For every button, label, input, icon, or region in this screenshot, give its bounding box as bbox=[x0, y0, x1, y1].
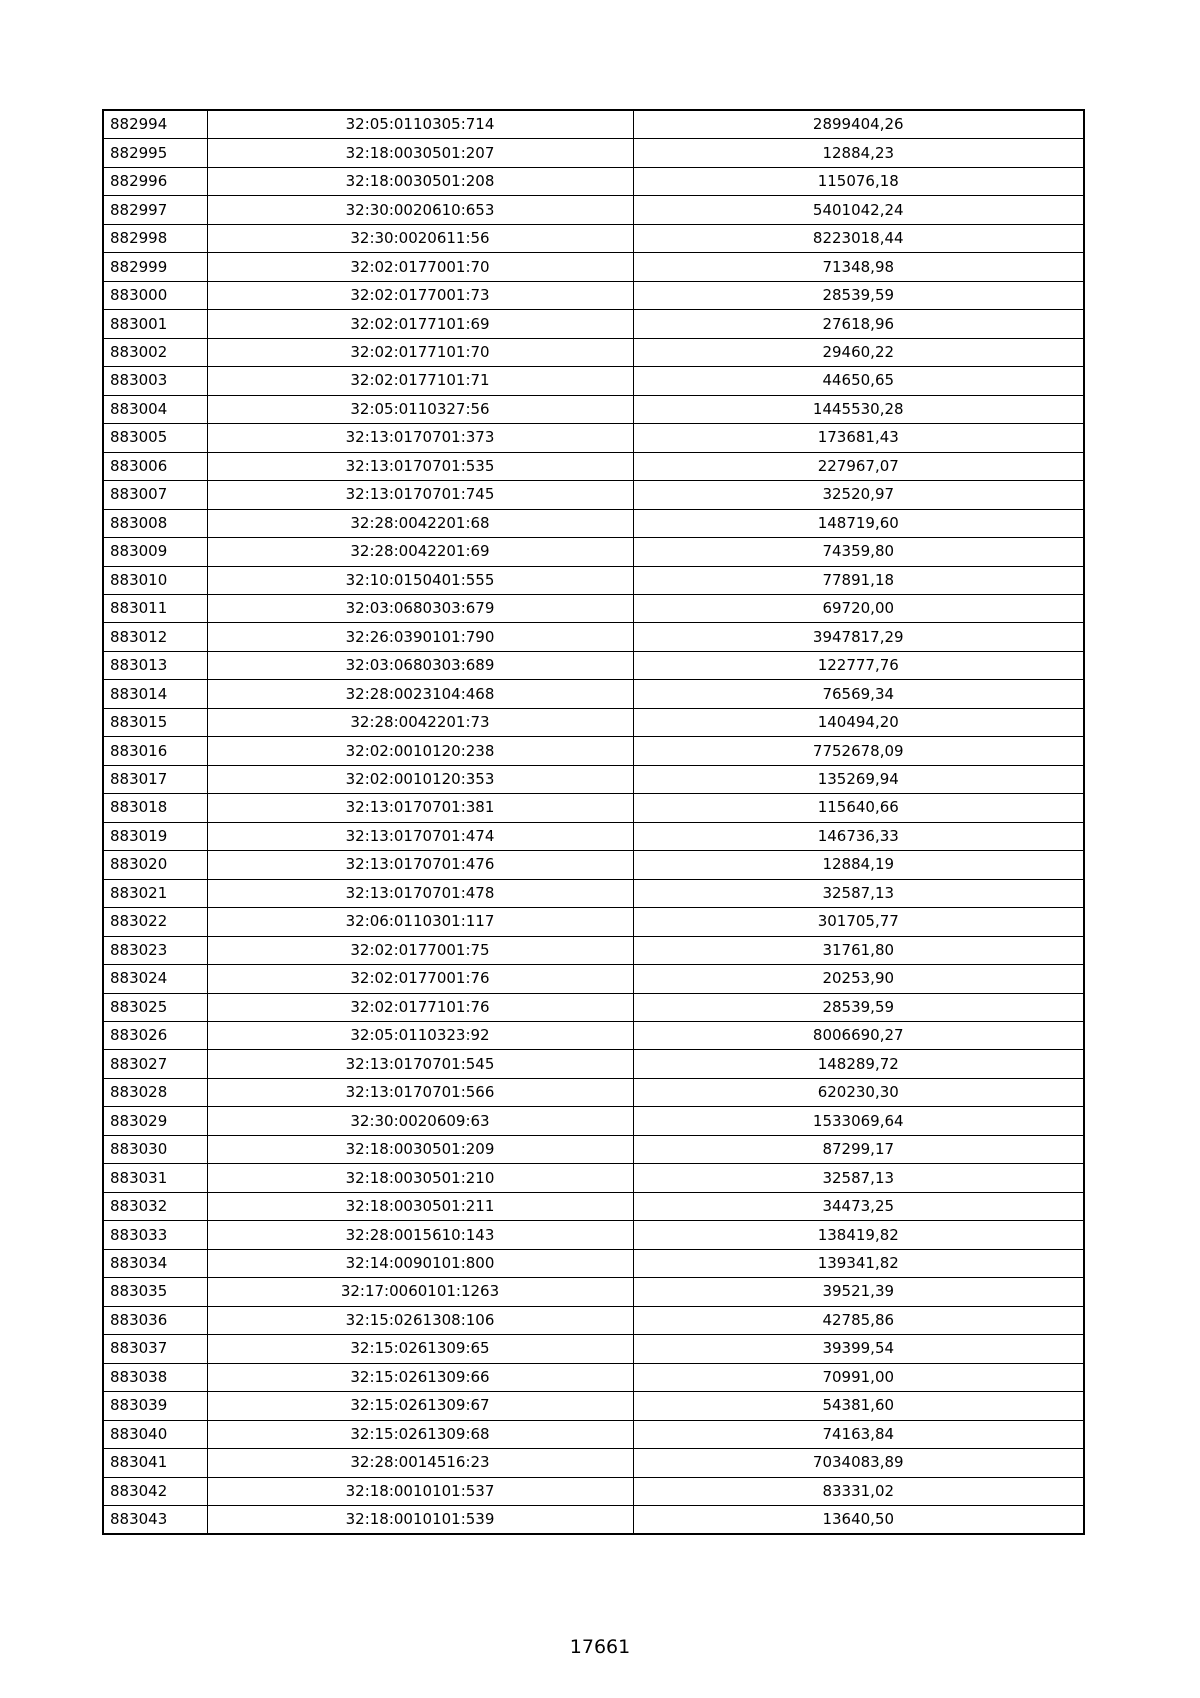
cadastral-number-cell: 32:02:0177101:71 bbox=[207, 367, 633, 395]
table-row bbox=[103, 139, 1084, 167]
table-row bbox=[103, 623, 1084, 651]
table-row bbox=[103, 1420, 1084, 1448]
cadastral-number-cell: 32:13:0170701:381 bbox=[207, 794, 633, 822]
row-number-cell: 883011 bbox=[103, 594, 207, 622]
value-cell: 173681,43 bbox=[633, 424, 1084, 452]
value-cell: 12884,23 bbox=[633, 139, 1084, 167]
cadastral-number-cell: 32:18:0030501:207 bbox=[207, 139, 633, 167]
table-row bbox=[103, 908, 1084, 936]
cadastral-number-cell: 32:15:0261308:106 bbox=[207, 1306, 633, 1334]
row-number-cell: 883000 bbox=[103, 281, 207, 309]
value-cell: 31761,80 bbox=[633, 936, 1084, 964]
table-row bbox=[103, 538, 1084, 566]
value-cell: 115640,66 bbox=[633, 794, 1084, 822]
value-cell: 7034083,89 bbox=[633, 1449, 1084, 1477]
cadastral-number-cell: 32:30:0020611:56 bbox=[207, 224, 633, 252]
cadastral-number-cell: 32:02:0177101:69 bbox=[207, 310, 633, 338]
value-cell: 227967,07 bbox=[633, 452, 1084, 480]
table-row bbox=[103, 1392, 1084, 1420]
cadastral-number-cell: 32:18:0030501:208 bbox=[207, 167, 633, 195]
value-cell: 32520,97 bbox=[633, 481, 1084, 509]
value-cell: 135269,94 bbox=[633, 765, 1084, 793]
table-row bbox=[103, 936, 1084, 964]
table-row bbox=[103, 338, 1084, 366]
cadastral-number-cell: 32:13:0170701:373 bbox=[207, 424, 633, 452]
cadastral-number-cell: 32:30:0020609:63 bbox=[207, 1107, 633, 1135]
cadastral-number-cell: 32:02:0177001:75 bbox=[207, 936, 633, 964]
row-number-cell: 883037 bbox=[103, 1335, 207, 1363]
row-number-cell: 883012 bbox=[103, 623, 207, 651]
row-number-cell: 883033 bbox=[103, 1221, 207, 1249]
value-cell: 44650,65 bbox=[633, 367, 1084, 395]
cadastral-number-cell: 32:02:0177001:70 bbox=[207, 253, 633, 281]
value-cell: 74163,84 bbox=[633, 1420, 1084, 1448]
row-number-cell: 883028 bbox=[103, 1078, 207, 1106]
value-cell: 74359,80 bbox=[633, 538, 1084, 566]
row-number-cell: 883025 bbox=[103, 993, 207, 1021]
value-cell: 77891,18 bbox=[633, 566, 1084, 594]
row-number-cell: 883034 bbox=[103, 1249, 207, 1277]
table-row bbox=[103, 594, 1084, 622]
cadastral-number-cell: 32:03:0680303:689 bbox=[207, 651, 633, 679]
row-number-cell: 883035 bbox=[103, 1278, 207, 1306]
value-cell: 54381,60 bbox=[633, 1392, 1084, 1420]
cadastral-number-cell: 32:14:0090101:800 bbox=[207, 1249, 633, 1277]
table-row bbox=[103, 1278, 1084, 1306]
cadastral-number-cell: 32:18:0030501:209 bbox=[207, 1135, 633, 1163]
value-cell: 122777,76 bbox=[633, 651, 1084, 679]
table-row bbox=[103, 281, 1084, 309]
value-cell: 138419,82 bbox=[633, 1221, 1084, 1249]
cadastral-number-cell: 32:28:0015610:143 bbox=[207, 1221, 633, 1249]
value-cell: 1533069,64 bbox=[633, 1107, 1084, 1135]
value-cell: 42785,86 bbox=[633, 1306, 1084, 1334]
row-number-cell: 883014 bbox=[103, 680, 207, 708]
value-cell: 39399,54 bbox=[633, 1335, 1084, 1363]
table-row bbox=[103, 253, 1084, 281]
table-row bbox=[103, 509, 1084, 537]
table-row bbox=[103, 1505, 1084, 1534]
row-number-cell: 883030 bbox=[103, 1135, 207, 1163]
value-cell: 76569,34 bbox=[633, 680, 1084, 708]
row-number-cell: 883023 bbox=[103, 936, 207, 964]
value-cell: 1445530,28 bbox=[633, 395, 1084, 423]
cadastral-number-cell: 32:05:0110327:56 bbox=[207, 395, 633, 423]
value-cell: 148719,60 bbox=[633, 509, 1084, 537]
row-number-cell: 883015 bbox=[103, 708, 207, 736]
cadastral-number-cell: 32:15:0261309:68 bbox=[207, 1420, 633, 1448]
value-cell: 83331,02 bbox=[633, 1477, 1084, 1505]
table-row bbox=[103, 851, 1084, 879]
row-number-cell: 882994 bbox=[103, 110, 207, 139]
cadastral-number-cell: 32:05:0110305:714 bbox=[207, 110, 633, 139]
cadastral-number-cell: 32:30:0020610:653 bbox=[207, 196, 633, 224]
table-row bbox=[103, 367, 1084, 395]
row-number-cell: 883017 bbox=[103, 765, 207, 793]
row-number-cell: 883027 bbox=[103, 1050, 207, 1078]
row-number-cell: 882995 bbox=[103, 139, 207, 167]
row-number-cell: 883020 bbox=[103, 851, 207, 879]
table-row bbox=[103, 765, 1084, 793]
row-number-cell: 883009 bbox=[103, 538, 207, 566]
table-row bbox=[103, 1363, 1084, 1391]
row-number-cell: 882998 bbox=[103, 224, 207, 252]
value-cell: 12884,19 bbox=[633, 851, 1084, 879]
row-number-cell: 883010 bbox=[103, 566, 207, 594]
value-cell: 71348,98 bbox=[633, 253, 1084, 281]
cadastral-number-cell: 32:13:0170701:476 bbox=[207, 851, 633, 879]
row-number-cell: 883013 bbox=[103, 651, 207, 679]
row-number-cell: 883043 bbox=[103, 1505, 207, 1534]
value-cell: 140494,20 bbox=[633, 708, 1084, 736]
row-number-cell: 883002 bbox=[103, 338, 207, 366]
table-row bbox=[103, 481, 1084, 509]
cadastral-number-cell: 32:28:0042201:73 bbox=[207, 708, 633, 736]
row-number-cell: 883039 bbox=[103, 1392, 207, 1420]
cadastral-number-cell: 32:18:0010101:539 bbox=[207, 1505, 633, 1534]
table-row bbox=[103, 110, 1084, 139]
row-number-cell: 883006 bbox=[103, 452, 207, 480]
value-cell: 34473,25 bbox=[633, 1192, 1084, 1220]
cadastral-number-cell: 32:05:0110323:92 bbox=[207, 1022, 633, 1050]
row-number-cell: 883016 bbox=[103, 737, 207, 765]
value-cell: 148289,72 bbox=[633, 1050, 1084, 1078]
cadastral-number-cell: 32:28:0042201:68 bbox=[207, 509, 633, 537]
table-row bbox=[103, 1022, 1084, 1050]
value-cell: 29460,22 bbox=[633, 338, 1084, 366]
row-number-cell: 882996 bbox=[103, 167, 207, 195]
cadastral-number-cell: 32:13:0170701:535 bbox=[207, 452, 633, 480]
cadastral-number-cell: 32:18:0030501:211 bbox=[207, 1192, 633, 1220]
table-row bbox=[103, 680, 1084, 708]
table-row bbox=[103, 1249, 1084, 1277]
table-row bbox=[103, 794, 1084, 822]
row-number-cell: 882997 bbox=[103, 196, 207, 224]
value-cell: 5401042,24 bbox=[633, 196, 1084, 224]
table-row bbox=[103, 822, 1084, 850]
row-number-cell: 883026 bbox=[103, 1022, 207, 1050]
cadastral-value-table bbox=[102, 109, 1085, 1535]
table-row bbox=[103, 737, 1084, 765]
cadastral-number-cell: 32:10:0150401:555 bbox=[207, 566, 633, 594]
value-cell: 146736,33 bbox=[633, 822, 1084, 850]
cadastral-number-cell: 32:13:0170701:545 bbox=[207, 1050, 633, 1078]
table-row bbox=[103, 1192, 1084, 1220]
row-number-cell: 883042 bbox=[103, 1477, 207, 1505]
value-cell: 32587,13 bbox=[633, 879, 1084, 907]
table-row bbox=[103, 1107, 1084, 1135]
row-number-cell: 883005 bbox=[103, 424, 207, 452]
value-cell: 8006690,27 bbox=[633, 1022, 1084, 1050]
value-cell: 2899404,26 bbox=[633, 110, 1084, 139]
row-number-cell: 883001 bbox=[103, 310, 207, 338]
row-number-cell: 883032 bbox=[103, 1192, 207, 1220]
table-row bbox=[103, 1477, 1084, 1505]
row-number-cell: 883004 bbox=[103, 395, 207, 423]
cadastral-number-cell: 32:02:0010120:353 bbox=[207, 765, 633, 793]
table-row bbox=[103, 993, 1084, 1021]
row-number-cell: 883007 bbox=[103, 481, 207, 509]
row-number-cell: 883019 bbox=[103, 822, 207, 850]
value-cell: 3947817,29 bbox=[633, 623, 1084, 651]
value-cell: 139341,82 bbox=[633, 1249, 1084, 1277]
value-cell: 27618,96 bbox=[633, 310, 1084, 338]
cadastral-number-cell: 32:13:0170701:745 bbox=[207, 481, 633, 509]
row-number-cell: 883029 bbox=[103, 1107, 207, 1135]
cadastral-number-cell: 32:02:0177101:76 bbox=[207, 993, 633, 1021]
value-cell: 87299,17 bbox=[633, 1135, 1084, 1163]
cadastral-number-cell: 32:13:0170701:474 bbox=[207, 822, 633, 850]
value-cell: 8223018,44 bbox=[633, 224, 1084, 252]
cadastral-number-cell: 32:18:0010101:537 bbox=[207, 1477, 633, 1505]
row-number-cell: 883021 bbox=[103, 879, 207, 907]
value-cell: 28539,59 bbox=[633, 993, 1084, 1021]
value-cell: 32587,13 bbox=[633, 1164, 1084, 1192]
value-cell: 13640,50 bbox=[633, 1505, 1084, 1534]
value-cell: 28539,59 bbox=[633, 281, 1084, 309]
table-row bbox=[103, 395, 1084, 423]
table-row bbox=[103, 224, 1084, 252]
value-cell: 39521,39 bbox=[633, 1278, 1084, 1306]
row-number-cell: 883003 bbox=[103, 367, 207, 395]
table-row bbox=[103, 1306, 1084, 1334]
row-number-cell: 883040 bbox=[103, 1420, 207, 1448]
row-number-cell: 883041 bbox=[103, 1449, 207, 1477]
value-cell: 620230,30 bbox=[633, 1078, 1084, 1106]
cadastral-number-cell: 32:28:0014516:23 bbox=[207, 1449, 633, 1477]
table-row bbox=[103, 1078, 1084, 1106]
table-row bbox=[103, 424, 1084, 452]
cadastral-number-cell: 32:13:0170701:478 bbox=[207, 879, 633, 907]
value-cell: 115076,18 bbox=[633, 167, 1084, 195]
row-number-cell: 882999 bbox=[103, 253, 207, 281]
table-row bbox=[103, 1449, 1084, 1477]
cadastral-number-cell: 32:15:0261309:65 bbox=[207, 1335, 633, 1363]
table-row bbox=[103, 1164, 1084, 1192]
row-number-cell: 883018 bbox=[103, 794, 207, 822]
table-body bbox=[103, 110, 1084, 1534]
table-row bbox=[103, 879, 1084, 907]
cadastral-number-cell: 32:15:0261309:66 bbox=[207, 1363, 633, 1391]
table-row bbox=[103, 1050, 1084, 1078]
cadastral-number-cell: 32:02:0177001:76 bbox=[207, 965, 633, 993]
table-row bbox=[103, 566, 1084, 594]
value-cell: 70991,00 bbox=[633, 1363, 1084, 1391]
row-number-cell: 883022 bbox=[103, 908, 207, 936]
cadastral-number-cell: 32:06:0110301:117 bbox=[207, 908, 633, 936]
table-row bbox=[103, 1221, 1084, 1249]
value-cell: 20253,90 bbox=[633, 965, 1084, 993]
value-cell: 7752678,09 bbox=[633, 737, 1084, 765]
value-cell: 301705,77 bbox=[633, 908, 1084, 936]
cadastral-number-cell: 32:03:0680303:679 bbox=[207, 594, 633, 622]
cadastral-number-cell: 32:02:0177001:73 bbox=[207, 281, 633, 309]
value-cell: 69720,00 bbox=[633, 594, 1084, 622]
cadastral-number-cell: 32:15:0261309:67 bbox=[207, 1392, 633, 1420]
cadastral-number-cell: 32:02:0177101:70 bbox=[207, 338, 633, 366]
table-row bbox=[103, 1135, 1084, 1163]
table-row bbox=[103, 196, 1084, 224]
row-number-cell: 883008 bbox=[103, 509, 207, 537]
table-row bbox=[103, 1335, 1084, 1363]
page-number: 17661 bbox=[569, 1636, 631, 1658]
cadastral-number-cell: 32:02:0010120:238 bbox=[207, 737, 633, 765]
cadastral-number-cell: 32:17:0060101:1263 bbox=[207, 1278, 633, 1306]
table-row bbox=[103, 167, 1084, 195]
row-number-cell: 883038 bbox=[103, 1363, 207, 1391]
table-row bbox=[103, 452, 1084, 480]
cadastral-number-cell: 32:28:0042201:69 bbox=[207, 538, 633, 566]
table-row bbox=[103, 965, 1084, 993]
row-number-cell: 883031 bbox=[103, 1164, 207, 1192]
table-row bbox=[103, 708, 1084, 736]
row-number-cell: 883024 bbox=[103, 965, 207, 993]
table-row bbox=[103, 651, 1084, 679]
cadastral-number-cell: 32:18:0030501:210 bbox=[207, 1164, 633, 1192]
cadastral-number-cell: 32:26:0390101:790 bbox=[207, 623, 633, 651]
table-row bbox=[103, 310, 1084, 338]
cadastral-number-cell: 32:13:0170701:566 bbox=[207, 1078, 633, 1106]
cadastral-number-cell: 32:28:0023104:468 bbox=[207, 680, 633, 708]
row-number-cell: 883036 bbox=[103, 1306, 207, 1334]
